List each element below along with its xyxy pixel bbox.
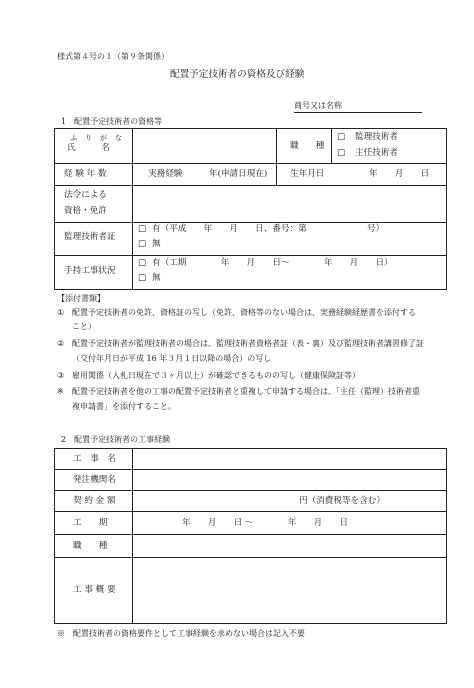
checkbox-work-no[interactable]: □: [138, 273, 147, 283]
checkbox-chief-engineer[interactable]: □: [337, 148, 346, 158]
company-name-label: 商号又は名称: [294, 101, 342, 110]
attachment-note-line1: 配置予定技術者を他の工事の配置予定技術者と重複して申請する場合は、「主任（監理）技術者重: [72, 387, 420, 396]
company-name-underline: [294, 112, 422, 113]
form-number: 様式第４号の１（第９条関係）: [57, 52, 169, 61]
attachment-1-line1: 配置予定技術者の免許、資格証の写し（免許、資格等のない場合は、実務経験経歴書を添付する: [72, 308, 416, 317]
attachment-mark-2: ②: [57, 339, 65, 348]
furigana-label: ふ り が な: [70, 134, 123, 142]
attachment-mark-1: ①: [57, 308, 65, 317]
attachments-heading: 【添付書類】: [57, 294, 105, 303]
license-label-line2: 資格・免許: [64, 206, 107, 216]
license-label-line1: 法令による: [64, 190, 107, 200]
attachment-3-line1: 雇用関係（入札日現在で３ヶ月以上）が確認できるものの写し（健康保険証等）: [72, 371, 360, 380]
chief-engineer-label: 主任技術者: [355, 148, 398, 158]
work-yes-text: 有（工期 年 月 日～ 年 月 日）: [152, 258, 393, 268]
attachment-2-line2: （交付年月日が平成 16 年３月１日以降の場合）の写し: [72, 354, 272, 363]
checkbox-work-yes[interactable]: □: [138, 258, 147, 268]
client-label: 発注機関名: [73, 475, 116, 485]
contract-amount-label: 契 約 金 額: [73, 496, 116, 506]
cert-yes-text: 有（平成 年 月 日、番号：第 号）: [152, 224, 385, 234]
attachment-2-line1: 配置予定技術者が監理技術者の場合は、監理技術者資格者証（表・裏）及び監理技術者講習修了証: [72, 339, 424, 348]
experience-years-label: 経 験 年 数: [64, 169, 107, 179]
work-no-text: 無: [152, 273, 161, 283]
cert-no-text: 無: [152, 239, 161, 249]
checkbox-supervising-engineer[interactable]: □: [337, 132, 346, 142]
section1-heading: 1 配置予定技術者の資格等: [61, 117, 163, 126]
attachment-mark-3: ③: [57, 371, 65, 380]
attachment-note-line2: 複申請書」を添付すること。: [72, 402, 176, 411]
work-status-label: 手持工事状況: [64, 266, 116, 276]
name-label: 氏 名: [67, 143, 110, 153]
page-title: 配置予定技術者の資格及び経験: [170, 69, 305, 80]
birthdate-label: 生年月日: [290, 169, 325, 179]
footer-note: ※ 配置技術者の資格要件として工事経験を求めない場合は記入不要: [57, 629, 305, 638]
attachment-note-mark: ※: [57, 387, 64, 396]
supervising-engineer-label: 監理技術者: [355, 132, 398, 142]
job-type-label: 職 種: [73, 541, 108, 551]
cert-label: 監理技術者証: [64, 232, 116, 242]
position-label: 職 種: [290, 141, 325, 151]
project-summary-label: 工 事 概 要: [73, 585, 116, 595]
project-name-label: 工 事 名: [73, 454, 116, 464]
period-value: 年 月 日 ～ 年 月 日: [182, 518, 349, 528]
checkbox-cert-no[interactable]: □: [138, 239, 147, 249]
attachment-1-line2: こと）: [72, 322, 96, 331]
section2-heading: 2 配置予定技術者の工事経験: [61, 435, 171, 444]
period-label: 工 期: [73, 518, 108, 528]
checkbox-cert-yes[interactable]: □: [138, 224, 147, 234]
experience-note: 年(申請日現在): [209, 169, 268, 179]
birthdate-value: 年 月 日: [369, 169, 430, 179]
experience-label: 実務経験: [148, 169, 183, 179]
contract-amount-unit: 円（消費税等を含む）: [299, 496, 385, 506]
